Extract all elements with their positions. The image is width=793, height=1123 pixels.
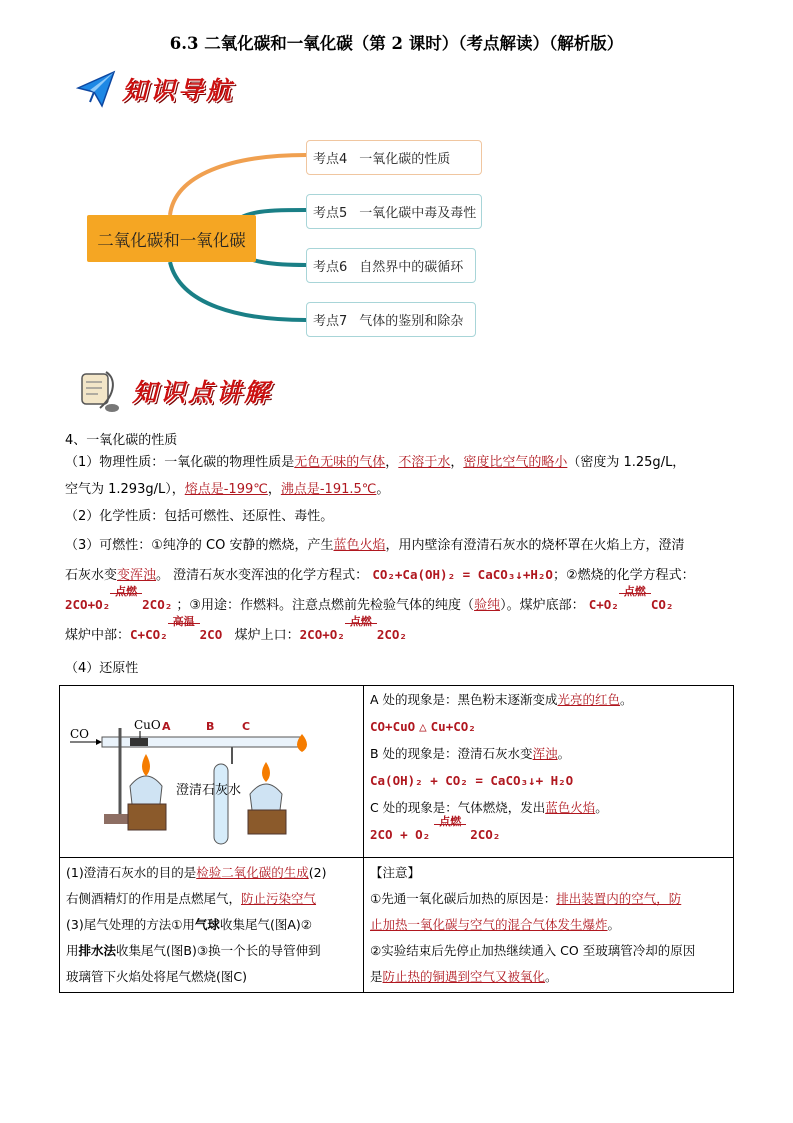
paper-plane-icon xyxy=(76,70,116,108)
svg-text:澄清石灰水: 澄清石灰水 xyxy=(176,783,242,798)
banner-knowledge-points xyxy=(76,368,272,414)
banner-knowledge-nav xyxy=(76,70,234,108)
experiment-table xyxy=(59,685,734,993)
paragraph-reduction: （4）还原性 xyxy=(65,661,139,676)
svg-text:CO: CO xyxy=(70,727,90,741)
svg-text:C: C xyxy=(242,720,251,733)
mindmap-node-6: 考点6 自然界中的碳循环 xyxy=(306,248,476,283)
mindmap-node-5: 考点5 一氧化碳中毒及毒性 xyxy=(306,194,482,229)
mindmap-center: 二氧化碳和一氧化碳 xyxy=(87,215,256,262)
notes-right-cell: 【注意】 ①先通一氧化碳后加热的原因是：排出装置内的空气，防 止加热一氧化碳与空气的混合气体发生爆炸。 ②实验结束后先停止加热继续通入 CO 至玻璃管冷却的原因 是防止热的铜遇到空气又被氧化。 xyxy=(364,858,734,993)
scroll-quill-icon xyxy=(76,368,122,414)
banner-title: 知识点讲解 xyxy=(132,378,273,407)
observation-cell: A 处的现象是：黑色粉末逐渐变成光亮的红色。 CO+CuO △ Cu+CO₂ B 处的现象是：澄清石灰水变浑浊。 Ca(OH)₂ + CO₂ = CaCO₃↓+ H₂O C 处的现象是：气体燃烧，发出蓝色火焰。 2CO + O₂ 点燃 2CO₂ xyxy=(364,686,734,858)
section-heading: 4、一氧化碳的性质 xyxy=(65,433,178,448)
apparatus-cell xyxy=(60,686,364,858)
paragraph-chemical: （2）化学性质：包括可燃性、还原性、毒性。 xyxy=(65,509,334,524)
apparatus-diagram xyxy=(60,686,360,854)
paragraph-physical: （1）物理性质：一氧化碳的物理性质是无色无味的气体，不溶于水，密度比空气的略小（密度为 1.25g/L， 空气为 1.293g/L），熔点是-199℃，沸点是-191.5℃。 xyxy=(65,455,686,497)
page-title: 6.3 二氧化碳和一氧化碳（第 2 课时）（考点解读）（解析版） xyxy=(169,34,624,53)
paragraph-combustion: （3）可燃性：①纯净的 CO 安静的燃烧，产生蓝色火焰，用内壁涂有澄清石灰水的烧杯罩在火焰上方，澄清 石灰水变变浑浊。 澄清石灰水变浑浊的化学方程式： CO₂+Ca(OH)₂ = CaCO₃↓+H₂O；②燃烧的化学方程式： 2CO+O₂ 点燃 2CO₂ ；③用途：作燃料。注意点燃前先检验气体的纯度（验纯）。煤炉底部： C+O₂ 点燃 CO₂ 煤炉中部：C+CO₂ 高温 2CO 煤炉上口：2CO+O₂ 点燃 2CO₂ xyxy=(65,538,695,643)
mindmap-node-4: 考点4 一氧化碳的性质 xyxy=(306,140,482,175)
banner-title: 知识导航 xyxy=(122,76,235,105)
svg-text:CuO: CuO xyxy=(134,718,161,732)
mindmap-node-7: 考点7 气体的鉴别和除杂 xyxy=(306,302,476,337)
svg-text:A: A xyxy=(162,720,171,733)
notes-left-cell: (1)澄清石灰水的目的是检验二氧化碳的生成(2) 右侧酒精灯的作用是点燃尾气，防止污染空气 (3)尾气处理的方法①用气球收集尾气(图A)② 用排水法收集尾气(图B)③换一个长的导管伸到 玻璃管下火焰处将尾气燃烧(图C) xyxy=(60,858,364,993)
svg-text:B: B xyxy=(206,720,215,733)
